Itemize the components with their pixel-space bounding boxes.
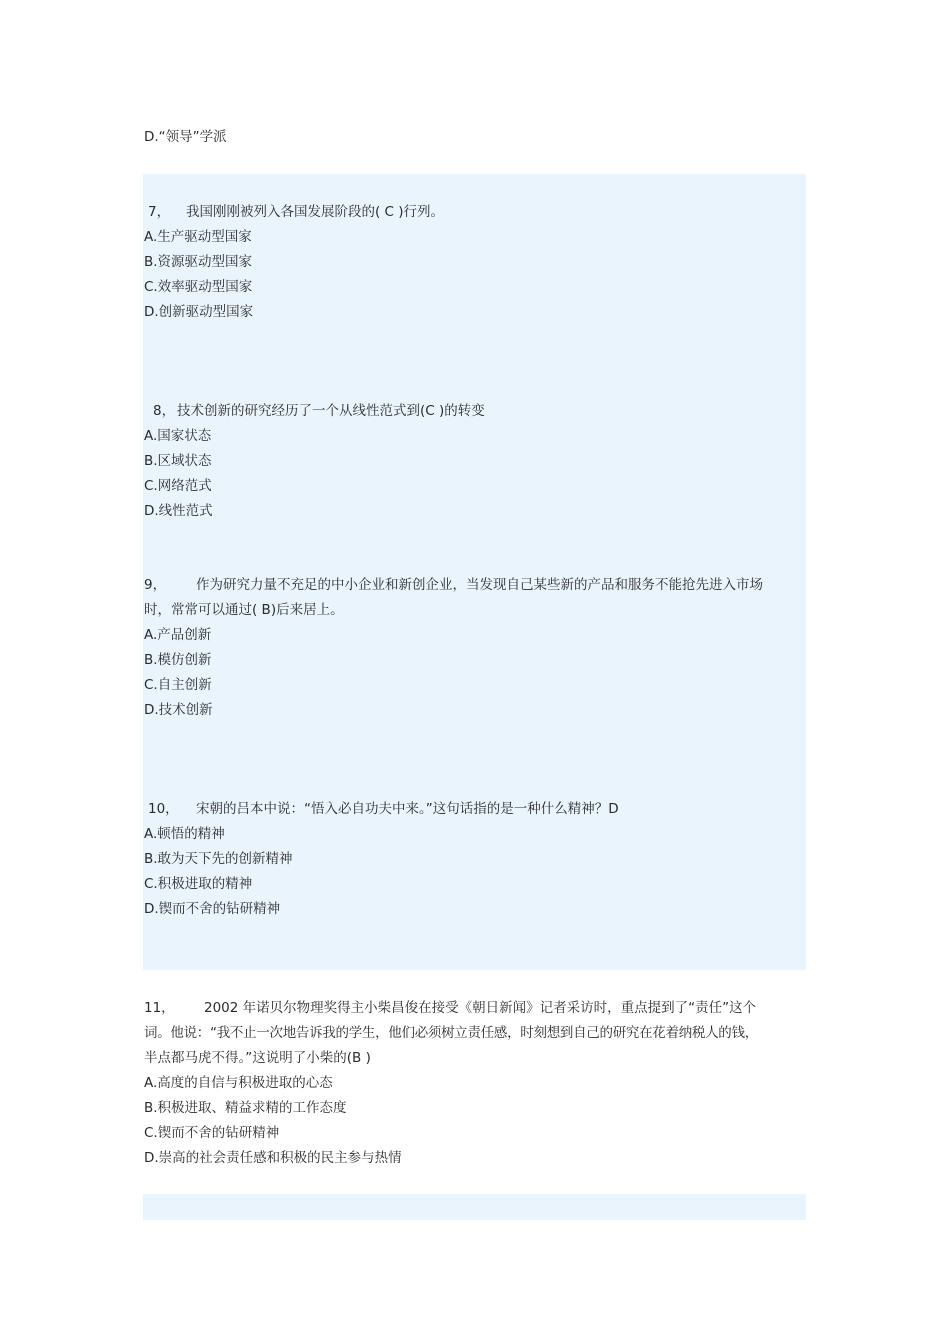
question-7 (148, 203, 444, 221)
option-d: D.线性范式 (144, 503, 213, 519)
question-stem-line-1: 2002 年诺贝尔物理奖得主小柴昌俊在接受《朝日新闻》记者采访时，重点提到了“责任”这个 (204, 1000, 757, 1016)
option-c: C.网络范式 (144, 478, 212, 494)
option-b: B.积极进取、精益求精的工作态度 (144, 1100, 347, 1116)
option-b: B.区域状态 (144, 453, 212, 469)
option-c: C.积极进取的精神 (144, 876, 253, 892)
question-number: 10， (148, 801, 179, 817)
question-number: 8， (153, 403, 176, 419)
question-number: 9， (144, 577, 167, 593)
option-d: D.锲而不舍的钻研精神 (144, 901, 281, 917)
option-a: A.高度的自信与积极进取的心态 (144, 1075, 333, 1091)
option-d: D.技术创新 (144, 702, 213, 718)
shaded-block-bottom (143, 1194, 806, 1220)
question-10 (148, 800, 619, 818)
option-a: A.生产驱动型国家 (144, 229, 252, 245)
question-number: 11， (144, 1000, 175, 1016)
question-stem: 宋朝的吕本中说：“悟入必自功夫中来。”这句话指的是一种什么精神？D (196, 801, 619, 817)
option-d: D.创新驱动型国家 (144, 304, 254, 320)
question-stem: 我国刚刚被列入各国发展阶段的( C )行列。 (186, 204, 445, 220)
option-a: A.顿悟的精神 (144, 826, 225, 842)
question-9-stem-line-2: 时，常常可以通过( B)后来居上。 (144, 602, 344, 618)
question-11 (144, 999, 756, 1017)
question-11-stem-line-3: 半点都马虎不得。”这说明了小柴的(B ) (144, 1050, 371, 1066)
question-8 (153, 402, 485, 420)
question-stem-line-1: 作为研究力量不充足的中小企业和新创企业，当发现自己某些新的产品和服务不能抢先进入市场 (196, 577, 763, 593)
option-b: B.模仿创新 (144, 652, 212, 668)
question-11-stem-line-2: 词。他说：“我不止一次地告诉我的学生，他们必须树立责任感，时刻想到自己的研究在花着纳税人的钱， (144, 1025, 758, 1041)
question-number: 7， (148, 204, 171, 220)
question-stem: 技术创新的研究经历了一个从线性范式到(C )的转变 (177, 403, 485, 419)
option-c: C.锲而不舍的钻研精神 (144, 1125, 280, 1141)
option-b: B.资源驱动型国家 (144, 254, 253, 270)
option-d-previous: D.“领导”学派 (144, 129, 227, 145)
option-d: D.崇高的社会责任感和积极的民主参与热情 (144, 1150, 402, 1166)
option-c: C.自主创新 (144, 677, 212, 693)
option-a: A.国家状态 (144, 428, 212, 444)
question-9 (144, 576, 763, 594)
option-a: A.产品创新 (144, 627, 212, 643)
option-b: B.敢为天下先的创新精神 (144, 851, 293, 867)
option-c: C.效率驱动型国家 (144, 279, 253, 295)
